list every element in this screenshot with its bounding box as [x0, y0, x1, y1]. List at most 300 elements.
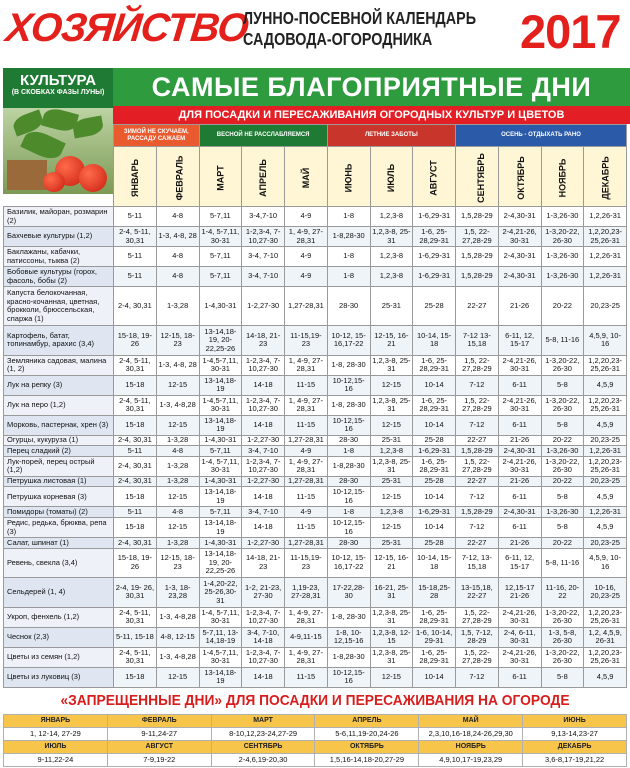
day-cell: 4,5,9	[584, 375, 627, 395]
day-cell: 1, 4-9, 27-28,31	[285, 607, 328, 627]
day-cell: 1,2,20,23- 25,26-31	[584, 227, 627, 247]
table-row	[4, 548, 627, 578]
day-cell: 1-3,26-30	[541, 207, 584, 227]
forbidden-months-row-1	[4, 715, 627, 728]
day-cell: 1-4,30-31	[199, 435, 242, 446]
forbidden-month: ЯНВАРЬ	[4, 715, 108, 728]
crop-name: Чеснок (2,3)	[4, 627, 114, 647]
day-cell: 5-7,11	[199, 247, 242, 267]
crop-name: Цветы из семян (1,2)	[4, 647, 114, 667]
forbidden-days: 7-9,19-22	[107, 754, 211, 767]
culture-header	[3, 68, 113, 108]
day-cell: 14-18	[242, 415, 285, 435]
day-cell: 13-14,18-19	[199, 375, 242, 395]
month-label: МАЙ	[300, 167, 311, 188]
day-cell: 15-18, 19-26	[114, 326, 157, 356]
table-row	[4, 607, 627, 627]
crop-name: Сельдерей (1, 4)	[4, 578, 114, 608]
day-cell: 13-14,18-19	[199, 667, 242, 687]
day-cell: 7-12	[456, 518, 499, 538]
day-cell: 1, 4-9, 27-28,31	[285, 227, 328, 247]
day-cell: 1-8, 28-30	[327, 355, 370, 375]
day-cell: 10-14, 15-18	[413, 326, 456, 356]
day-cell: 2-4, 6-11, 30-31	[498, 627, 541, 647]
day-cell: 1,5,28-29	[456, 207, 499, 227]
day-cell: 10-16, 20,23-25	[584, 578, 627, 608]
forbidden-days-row-2	[4, 754, 627, 767]
crop-name: Земляника садовая, малина (1, 2)	[4, 355, 114, 375]
day-cell: 4,5,9, 10-16	[584, 326, 627, 356]
day-cell: 1-3,26-30	[541, 267, 584, 287]
crop-name: Перец сладкий (2)	[4, 446, 114, 457]
day-cell: 2-4, 30,31	[114, 287, 157, 326]
day-cell: 1-3,20-22, 26-30	[541, 355, 584, 375]
day-cell: 5-8, 11-16	[541, 326, 584, 356]
month-header	[327, 147, 370, 207]
day-cell: 1,2, 4,5,9, 26-31	[584, 627, 627, 647]
day-cell: 25-28	[413, 287, 456, 326]
table-row	[4, 538, 627, 549]
day-cell: 1-2,27-30	[242, 435, 285, 446]
day-cell: 25-28	[413, 538, 456, 549]
day-cell: 1,2,3-8, 12-15	[370, 627, 413, 647]
day-cell: 1,2,26-31	[584, 267, 627, 287]
day-cell: 12-15	[156, 415, 199, 435]
day-cell: 1-4, 5-7,11, 30-31	[199, 227, 242, 247]
day-cell: 1-8, 10-12,15-16	[327, 627, 370, 647]
day-cell: 1-3, 4-8,28	[156, 395, 199, 415]
day-cell: 2-4,30-31	[498, 247, 541, 267]
season-header: ЗИМОЙ НЕ СКУЧАЕМ, РАССАДУ САЖАЕМ	[114, 125, 200, 147]
day-cell: 12-15	[156, 667, 199, 687]
day-cell: 4,5,9	[584, 487, 627, 507]
day-cell: 1-6, 25-28,29-31	[413, 395, 456, 415]
tomato-photo	[3, 108, 113, 194]
forbidden-days: 1,5,16-14,18-20,27-29	[315, 754, 419, 767]
day-cell: 11-15	[285, 415, 328, 435]
day-cell: 14-18	[242, 375, 285, 395]
day-cell: 1,2,3-8, 25-31	[370, 607, 413, 627]
crop-name: Картофель, батат, топинамбур, арахис (3,4)	[4, 326, 114, 356]
day-cell: 1,5, 7-12, 28-29	[456, 627, 499, 647]
day-cell: 6-11, 12, 15-17	[498, 548, 541, 578]
day-cell: 1-4,30-31	[199, 538, 242, 549]
day-cell: 15-18	[114, 375, 157, 395]
table-row	[4, 456, 627, 476]
day-cell: 2-4,30-31	[498, 446, 541, 457]
month-label: НОЯБРЬ	[557, 158, 568, 197]
forbidden-days: 9-11,24-27	[107, 728, 211, 741]
day-cell: 5-7,11	[199, 207, 242, 227]
day-cell: 1-6,29-31	[413, 267, 456, 287]
forbidden-days: 8-10,12,23-24,27-29	[211, 728, 315, 741]
day-cell: 7-12	[456, 415, 499, 435]
table-row	[4, 487, 627, 507]
day-cell: 4-8	[156, 247, 199, 267]
day-cell: 12-15	[156, 487, 199, 507]
day-cell: 2-4, 30,31	[114, 456, 157, 476]
day-cell: 5-11	[114, 267, 157, 287]
day-cell: 12-15	[370, 415, 413, 435]
forbidden-days: 2-4,6,19-20,30	[211, 754, 315, 767]
forbidden-days: 9-11,22-24	[4, 754, 108, 767]
forbidden-month: МАЙ	[419, 715, 523, 728]
day-cell: 1-2,27-30	[242, 287, 285, 326]
day-cell: 1-6, 10-14, 29-31	[413, 627, 456, 647]
day-cell: 25-31	[370, 435, 413, 446]
day-cell: 1,2,26-31	[584, 446, 627, 457]
day-cell: 1-4, 5-7,11, 30-31	[199, 456, 242, 476]
forbidden-days-title: «ЗАПРЕЩЕННЫЕ ДНИ» ДЛЯ ПОСАДКИ И ПЕРЕСАЖИВАНИЯ НА ОГОРОДЕ	[60, 692, 570, 709]
day-cell: 5-11, 15-18	[114, 627, 157, 647]
table-row	[4, 507, 627, 518]
day-cell: 1,5, 22-27,28-29	[456, 647, 499, 667]
day-cell: 13-14,18-19	[199, 415, 242, 435]
day-cell: 5-7,11	[199, 267, 242, 287]
day-cell: 1-3,26-30	[541, 507, 584, 518]
favorable-days-table	[3, 124, 627, 688]
day-cell: 5-7,11, 13-14,18-19	[199, 627, 242, 647]
day-cell: 1-6, 25-28,29-31	[413, 227, 456, 247]
day-cell: 1-2,3-4, 7-10,27-30	[242, 647, 285, 667]
day-cell: 2-4,30-31	[498, 507, 541, 518]
day-cell: 10-12, 15-16,17-22	[327, 548, 370, 578]
tomato-shape	[43, 172, 65, 192]
subtitle-line-2: САДОВОДА-ОГОРОДНИКА	[243, 29, 433, 49]
day-cell: 20-22	[541, 287, 584, 326]
day-cell: 1,2,26-31	[584, 207, 627, 227]
day-cell: 11-15,19-23	[285, 548, 328, 578]
day-cell: 1,2,3-8	[370, 247, 413, 267]
day-cell: 1-3,28	[156, 287, 199, 326]
day-cell: 25-31	[370, 287, 413, 326]
day-cell: 6-11	[498, 415, 541, 435]
crop-name: Базилик, майоран, розмарин (2)	[4, 207, 114, 227]
day-cell: 3-4, 7-10	[242, 507, 285, 518]
crop-name: Укроп, фенхель (1,2)	[4, 607, 114, 627]
day-cell: 10-12,15-16	[327, 667, 370, 687]
day-cell: 5-7,11	[199, 507, 242, 518]
day-cell: 28-30	[327, 476, 370, 487]
day-cell: 4-8	[156, 446, 199, 457]
day-cell: 1-4, 5-7,11, 30-31	[199, 607, 242, 627]
day-cell: 2-4,21-26, 30-31	[498, 647, 541, 667]
day-cell: 1-2,3-4, 7-10,27-30	[242, 227, 285, 247]
day-cell: 1, 4-9, 27-28,31	[285, 395, 328, 415]
crop-name: Огурцы, кукуруза (1)	[4, 435, 114, 446]
day-cell: 10-14, 15-18	[413, 548, 456, 578]
day-cell: 22-27	[456, 435, 499, 446]
day-cell: 21-26	[498, 435, 541, 446]
day-cell: 4-9	[285, 267, 328, 287]
day-cell: 1-2,27-30	[242, 538, 285, 549]
day-cell: 1-3,20-22, 26-30	[541, 395, 584, 415]
day-cell: 20,23-25	[584, 287, 627, 326]
day-cell: 3-4, 7-10, 14-18	[242, 627, 285, 647]
main-banner: САМЫЕ БЛАГОПРИЯТНЫЕ ДНИ	[113, 68, 630, 106]
day-cell: 20-22	[541, 476, 584, 487]
month-label: ФЕВРАЛЬ	[174, 155, 185, 200]
day-cell: 4,5,9	[584, 518, 627, 538]
day-cell: 4-8, 12-15	[156, 627, 199, 647]
forbidden-days-table	[3, 714, 627, 767]
day-cell: 5-7,11	[199, 446, 242, 457]
day-cell: 25-28	[413, 435, 456, 446]
day-cell: 1-2,3-4, 7-10,27-30	[242, 395, 285, 415]
day-cell: 21-26	[498, 476, 541, 487]
day-cell: 1-3, 4-8,28	[156, 607, 199, 627]
crop-name: Баклажаны, кабачки, патиссоны, тыква (2)	[4, 247, 114, 267]
day-cell: 1, 4-9, 27-28,31	[285, 456, 328, 476]
month-label: АПРЕЛЬ	[258, 158, 269, 197]
day-cell: 1,5, 22-27,28-29	[456, 456, 499, 476]
table-row	[4, 287, 627, 326]
day-cell: 1-4,20-22, 25-26,30-31	[199, 578, 242, 608]
day-cell: 12-15, 16-21	[370, 548, 413, 578]
day-cell: 5-8	[541, 415, 584, 435]
day-cell: 15-18	[114, 518, 157, 538]
day-cell: 13-14,18-19, 20-22,25-26	[199, 326, 242, 356]
day-cell: 5-8	[541, 518, 584, 538]
day-cell: 5-11	[114, 247, 157, 267]
leaf-shape	[20, 127, 66, 164]
day-cell: 3-4,7-10	[242, 207, 285, 227]
day-cell: 17-22,28-30	[327, 578, 370, 608]
day-cell: 10-12, 15-16,17-22	[327, 326, 370, 356]
day-cell: 2-4, 5-11, 30,31	[114, 227, 157, 247]
day-cell: 2-4, 5-11, 30,31	[114, 647, 157, 667]
table-row	[4, 667, 627, 687]
culture-sub-label: (В СКОБКАХ ФАЗЫ ЛУНЫ)	[11, 89, 105, 96]
day-cell: 1,2,20,23- 25,26-31	[584, 647, 627, 667]
day-cell: 3-4, 7-10	[242, 446, 285, 457]
forbidden-days: 1, 12-14, 27-29	[4, 728, 108, 741]
day-cell: 11-15	[285, 487, 328, 507]
forbidden-month: МАРТ	[211, 715, 315, 728]
day-cell: 1-6,29-31	[413, 207, 456, 227]
day-cell: 1-2, 21-23, 27-30	[242, 578, 285, 608]
day-cell: 5-8	[541, 375, 584, 395]
season-header: ЛЕТНИЕ ЗАБОТЫ	[327, 125, 455, 147]
day-cell: 1,27-28,31	[285, 476, 328, 487]
day-cell: 1-6,29-31	[413, 507, 456, 518]
day-cell: 1,2,20,23- 25,26-31	[584, 355, 627, 375]
forbidden-month: СЕНТЯБРЬ	[211, 741, 315, 754]
forbidden-months-row-2	[4, 741, 627, 754]
table-row	[4, 355, 627, 375]
day-cell: 1,5, 22-27,28-29	[456, 227, 499, 247]
day-cell: 2-4,21-26, 30-31	[498, 607, 541, 627]
day-cell: 20,23-25	[584, 538, 627, 549]
header	[0, 0, 630, 68]
day-cell: 1-6,29-31	[413, 247, 456, 267]
day-cell: 1-8,28-30	[327, 456, 370, 476]
day-cell: 1-8,28-30	[327, 227, 370, 247]
day-cell: 1-3, 5-8, 26-30	[541, 627, 584, 647]
day-cell: 1,5, 22-27,28-29	[456, 355, 499, 375]
day-cell: 4-9,11-15	[285, 627, 328, 647]
day-cell: 2-4, 30,31	[114, 538, 157, 549]
month-label: СЕНТЯБРЬ	[475, 152, 486, 203]
day-cell: 12-15	[370, 518, 413, 538]
day-cell: 1-4,5-7,11, 30-31	[199, 647, 242, 667]
day-cell: 1,5,28-29	[456, 507, 499, 518]
day-cell: 1, 4-9, 27-28,31	[285, 355, 328, 375]
day-cell: 7-12	[456, 487, 499, 507]
day-cell: 1,2,3-8	[370, 207, 413, 227]
day-cell: 1-3,20-22, 26-30	[541, 227, 584, 247]
day-cell: 15-18	[114, 415, 157, 435]
month-header	[242, 147, 285, 207]
day-cell: 7-12	[456, 667, 499, 687]
day-cell: 1,2,3-8, 25-31	[370, 355, 413, 375]
day-cell: 5-8	[541, 667, 584, 687]
day-cell: 4-9	[285, 507, 328, 518]
day-cell: 1-3,20-22, 26-30	[541, 607, 584, 627]
day-cell: 2-4, 5-11, 30,31	[114, 607, 157, 627]
day-cell: 1-2,3-4, 7-10,27-30	[242, 607, 285, 627]
month-header	[114, 147, 157, 207]
day-cell: 1,2,20,23- 25,26-31	[584, 456, 627, 476]
forbidden-month: ИЮЛЬ	[4, 741, 108, 754]
day-cell: 1-4,30-31	[199, 476, 242, 487]
table-row	[4, 227, 627, 247]
forbidden-month: ДЕКАБРЬ	[523, 741, 627, 754]
day-cell: 20,23-25	[584, 435, 627, 446]
day-cell: 14-18, 21-23	[242, 548, 285, 578]
day-cell: 1-8	[327, 207, 370, 227]
day-cell: 1-6, 25-28,29-31	[413, 355, 456, 375]
day-cell: 2-4, 5-11, 30,31	[114, 355, 157, 375]
forbidden-days: 5-6,11,19-20,24-26	[315, 728, 419, 741]
forbidden-days-row-1	[4, 728, 627, 741]
day-cell: 4-9	[285, 446, 328, 457]
day-cell: 1,2,3-8	[370, 507, 413, 518]
day-cell: 1,5, 22-27,28-29	[456, 607, 499, 627]
day-cell: 15-18	[114, 487, 157, 507]
day-cell: 2-4,30-31	[498, 267, 541, 287]
table-row	[4, 647, 627, 667]
day-cell: 7-12 13-15,18	[456, 326, 499, 356]
day-cell: 1-8	[327, 267, 370, 287]
day-cell: 25-31	[370, 538, 413, 549]
day-cell: 11-15	[285, 667, 328, 687]
crop-name: Салат, шпинат (1)	[4, 538, 114, 549]
day-cell: 10-12,15-16	[327, 375, 370, 395]
day-cell: 1-8,28-30	[327, 647, 370, 667]
month-label: ОКТЯБРЬ	[515, 155, 526, 200]
day-cell: 14-18	[242, 667, 285, 687]
day-cell: 1-4,5-7,11, 30-31	[199, 355, 242, 375]
day-cell: 2-4,21-26, 30-31	[498, 355, 541, 375]
day-cell: 1-2,3-4, 7-10,27-30	[242, 355, 285, 375]
day-cell: 10-14	[413, 487, 456, 507]
day-cell: 11-15,19-23	[285, 326, 328, 356]
day-cell: 1-3,28	[156, 476, 199, 487]
day-cell: 1,2,3-8, 25-31	[370, 395, 413, 415]
month-header	[498, 147, 541, 207]
day-cell: 1-8, 28-30	[327, 395, 370, 415]
crop-name: Капуста белокочанная, красно-кочанная, цветная, брокколи, брюссельская, спаржа (1)	[4, 287, 114, 326]
day-cell: 10-14	[413, 415, 456, 435]
table-row	[4, 476, 627, 487]
forbidden-month: НОЯБРЬ	[419, 741, 523, 754]
crop-name: Лук-порей, перец острый (1,2)	[4, 456, 114, 476]
forbidden-days: 2,3,10,16-18,24-26,29,30	[419, 728, 523, 741]
subtitle-line-1: ЛУННО-ПОСЕВНОЙ КАЛЕНДАРЬ	[243, 8, 477, 28]
day-cell: 1,2,26-31	[584, 507, 627, 518]
day-cell: 1,27-28,31	[285, 435, 328, 446]
day-cell: 21-26	[498, 287, 541, 326]
day-cell: 2-4,21-26, 30-31	[498, 227, 541, 247]
forbidden-month: ФЕВРАЛЬ	[107, 715, 211, 728]
day-cell: 13-15,18, 22-27	[456, 578, 499, 608]
forbidden-month: АВГУСТ	[107, 741, 211, 754]
season-header: ОСЕНЬ - ОТДЫХАТЬ РАНО	[456, 125, 627, 147]
day-cell: 2-4,30-31	[498, 207, 541, 227]
day-cell: 28-30	[327, 287, 370, 326]
forbidden-days: 3,6-8,17-19,21,22	[523, 754, 627, 767]
day-cell: 13-14,18-19, 20-22,25-26	[199, 548, 242, 578]
table-row	[4, 518, 627, 538]
day-cell: 11-16, 20-22	[541, 578, 584, 608]
day-cell: 2-4, 19- 26, 30,31	[114, 578, 157, 608]
day-cell: 14-18, 21-23	[242, 326, 285, 356]
day-cell: 1,27-28,31	[285, 538, 328, 549]
culture-label: КУЛЬТУРА	[19, 72, 97, 89]
day-cell: 1-3, 18-23,28	[156, 578, 199, 608]
forbidden-days: 9,13-14,23-27	[523, 728, 627, 741]
day-cell: 12-15, 16-21	[370, 326, 413, 356]
day-cell: 1-4,30-31	[199, 287, 242, 326]
table-row	[4, 375, 627, 395]
day-cell: 12-15, 18-23	[156, 326, 199, 356]
day-cell: 3-4, 7-10	[242, 247, 285, 267]
day-cell: 1-8	[327, 446, 370, 457]
day-cell: 15-18,25-28	[413, 578, 456, 608]
day-cell: 22-27	[456, 287, 499, 326]
month-header	[285, 147, 328, 207]
table-row	[4, 395, 627, 415]
table-row	[4, 435, 627, 446]
day-cell: 1-8	[327, 507, 370, 518]
day-cell: 6-11	[498, 518, 541, 538]
day-cell: 1-3,20-22, 26-30	[541, 647, 584, 667]
day-cell: 10-12,15-16	[327, 518, 370, 538]
day-cell: 2-4,21-26, 30-31	[498, 395, 541, 415]
day-cell: 1-2,3-4, 7-10,27-30	[242, 456, 285, 476]
day-cell: 2-4, 30,31	[114, 476, 157, 487]
day-cell: 1-3,28	[156, 538, 199, 549]
day-cell: 3-4, 7-10	[242, 267, 285, 287]
day-cell: 1,5,28-29	[456, 247, 499, 267]
month-header	[456, 147, 499, 207]
day-cell: 1-3,26-30	[541, 247, 584, 267]
month-label: ИЮЛЬ	[386, 163, 397, 192]
day-cell: 21-26	[498, 538, 541, 549]
crop-name: Помидоры (томаты) (2)	[4, 507, 114, 518]
day-cell: 7-12	[456, 375, 499, 395]
day-cell: 1,2,3-8	[370, 267, 413, 287]
table-row	[4, 326, 627, 356]
table-row	[4, 247, 627, 267]
day-cell: 11-15	[285, 375, 328, 395]
day-cell: 2-4, 5-11, 30,31	[114, 395, 157, 415]
pot-shape	[7, 160, 47, 190]
crop-name: Морковь, пастернак, хрен (3)	[4, 415, 114, 435]
crop-name: Лук на репку (3)	[4, 375, 114, 395]
day-cell: 1,2,3-8, 25-31	[370, 456, 413, 476]
